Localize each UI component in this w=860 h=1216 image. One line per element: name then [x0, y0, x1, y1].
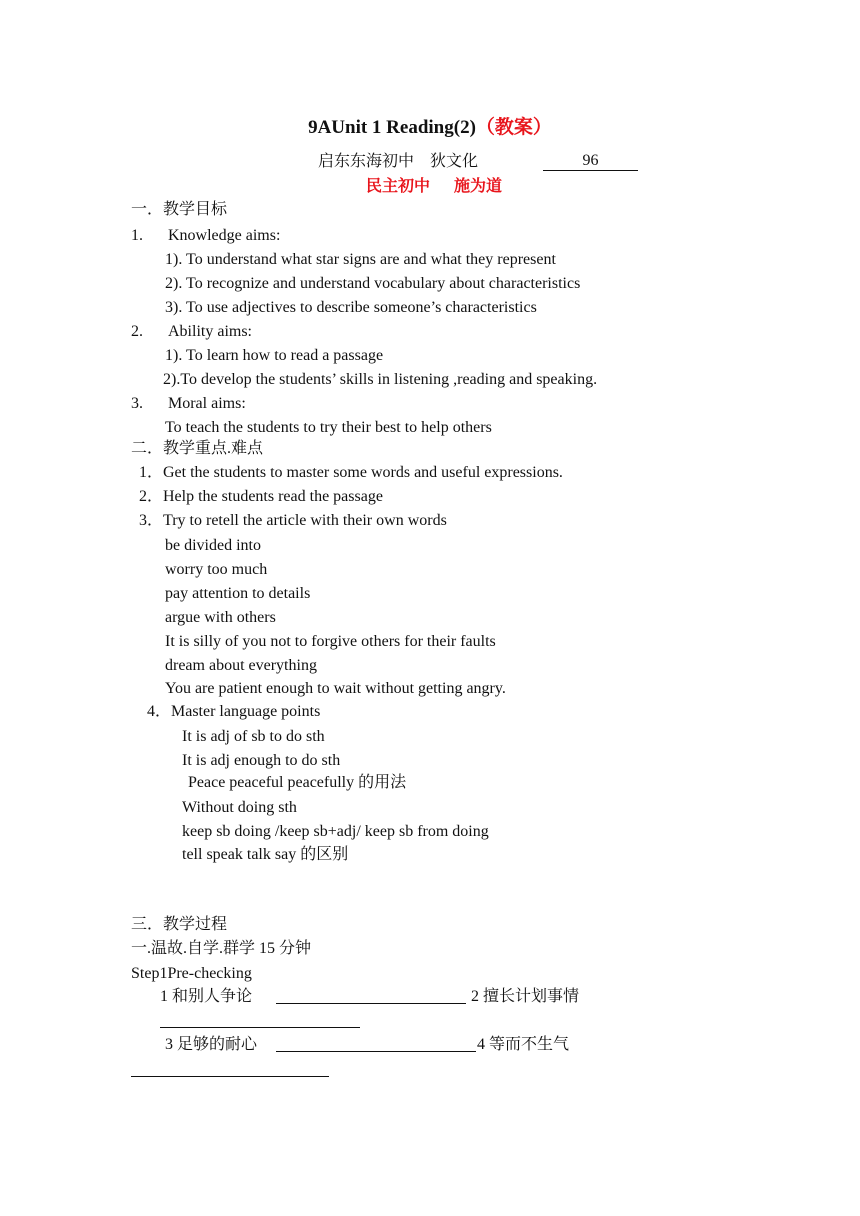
reviewer-school: 民主初中 [366, 178, 431, 195]
language-point: Peace peaceful peacefully 的用法 [188, 774, 407, 791]
exercise-q3: 3 足够的耐心 [165, 1036, 258, 1053]
author-school: 启东东海初中 [318, 153, 415, 170]
answer-blank[interactable] [160, 1027, 360, 1028]
knowledge-label: Knowledge aims: [168, 227, 281, 244]
answer-blank[interactable] [131, 1076, 329, 1077]
exercise-q2: 2 擅长计划事情 [471, 988, 580, 1005]
reviewer-teacher: 施为道 [454, 178, 503, 195]
exercise-q4: 4 等而不生气 [477, 1036, 570, 1053]
title-main: 9AUnit 1 Reading(2) [308, 117, 476, 138]
ability-item: 1). To learn how to read a passage [165, 347, 384, 364]
key-point: 3．Try to retell the article with their own words [139, 512, 447, 529]
answer-blank[interactable] [276, 1051, 476, 1052]
phrase: argue with others [165, 609, 276, 626]
answer-blank[interactable] [276, 1003, 466, 1004]
language-point: It is adj enough to do sth [182, 752, 341, 769]
section2-heading: 二．教学重点.难点 [131, 440, 264, 457]
moral-num: 3. [131, 395, 143, 412]
key-point-4: 4．Master language points [147, 703, 321, 720]
knowledge-item: 1). To understand what star signs are and what they represent [165, 251, 556, 268]
phrase: dream about everything [165, 657, 317, 674]
author-line [318, 152, 478, 172]
knowledge-num: 1. [131, 227, 143, 244]
author-teacher: 狄文化 [430, 153, 479, 170]
author-number: 96 [543, 152, 638, 171]
phrase: worry too much [165, 561, 268, 578]
key-point: 1．Get the students to master some words and useful expressions. [139, 464, 563, 481]
knowledge-item: 2). To recognize and understand vocabulary about characteristics [165, 275, 581, 292]
ability-num: 2. [131, 323, 143, 340]
language-point: tell speak talk say 的区别 [182, 846, 349, 863]
language-point: keep sb doing /keep sb+adj/ keep sb from doing [182, 823, 489, 840]
step-heading: Step1Pre-checking [131, 965, 252, 982]
key-point: 2．Help the students read the passage [139, 488, 383, 505]
ability-label: Ability aims: [168, 323, 252, 340]
language-point: It is adj of sb to do sth [182, 728, 325, 745]
section3-subheading: 一.温故.自学.群学 15 分钟 [131, 940, 312, 957]
phrase: It is silly of you not to forgive others for their faults [165, 633, 496, 650]
document-title [0, 116, 860, 140]
section3-heading: 三．教学过程 [131, 916, 228, 933]
phrase: pay attention to details [165, 585, 311, 602]
title-suffix: （教案） [475, 117, 552, 138]
ability-item: 2).To develop the students’ skills in listening ,reading and speaking. [163, 371, 598, 388]
moral-label: Moral aims: [168, 395, 246, 412]
language-point: Without doing sth [182, 799, 297, 816]
phrase: be divided into [165, 537, 261, 554]
section1-heading: 一．教学目标 [131, 201, 228, 218]
phrase: You are patient enough to wait without getting angry. [165, 680, 506, 697]
reviewer-line [366, 177, 502, 197]
moral-item: To teach the students to try their best to help others [165, 419, 492, 436]
exercise-q1: 1 和别人争论 [160, 988, 253, 1005]
knowledge-item: 3). To use adjectives to describe someone’s characteristics [165, 299, 537, 316]
